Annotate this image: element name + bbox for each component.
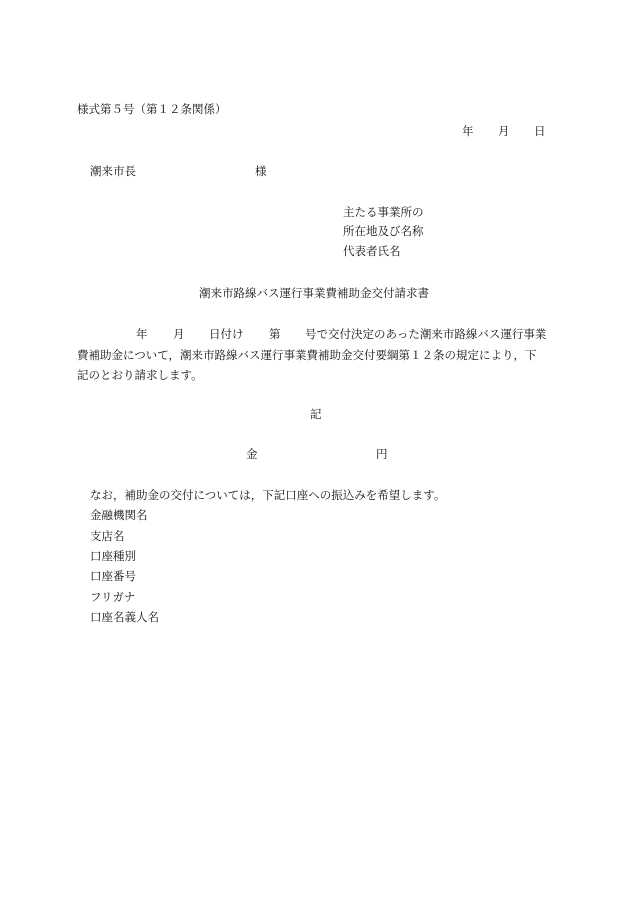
form-number: 様式第５号（第１２条関係）: [77, 102, 227, 116]
body-line-2: 費補助金について，潮来市路線バス運行事業費補助金交付要綱第１２条の規定により，下: [77, 348, 537, 362]
applicant-representative-label: 代表者氏名: [343, 244, 401, 258]
body-line-3: 記のとおり請求します。: [77, 368, 203, 382]
bank-field-institution: 金融機関名: [90, 508, 148, 522]
bank-field-account-number: 口座番号: [90, 569, 136, 583]
applicant-office-label-1: 主たる事業所の: [343, 205, 424, 219]
body-number-prefix: 第: [269, 327, 281, 341]
bank-field-branch: 支店名: [90, 529, 125, 543]
applicant-office-label-2: 所在地及び名称: [343, 224, 424, 238]
bank-field-account-type: 口座種別: [90, 549, 136, 563]
date-day: 日: [534, 124, 546, 138]
addressee-name: 潮来市長: [90, 164, 136, 178]
bank-field-account-holder: 口座名義人名: [90, 610, 159, 624]
ki-heading: 記: [310, 407, 322, 421]
date-month: 月: [498, 124, 510, 138]
body-line1-rest: 号で交付決定のあった潮来市路線バス運行事業: [305, 327, 547, 341]
transfer-note: なお，補助金の交付については，下記口座への振込みを希望します。: [90, 488, 446, 502]
body-day: 日付け: [209, 327, 244, 341]
body-month: 月: [173, 327, 185, 341]
document-title: 潮来市路線バス運行事業費補助金交付請求書: [199, 286, 429, 300]
body-year: 年: [136, 327, 148, 341]
amount-yen: 円: [376, 447, 388, 461]
date-year: 年: [462, 124, 474, 138]
amount-kin: 金: [246, 447, 258, 461]
bank-field-furigana: フリガナ: [90, 590, 136, 604]
addressee-honorific: 様: [255, 164, 267, 178]
